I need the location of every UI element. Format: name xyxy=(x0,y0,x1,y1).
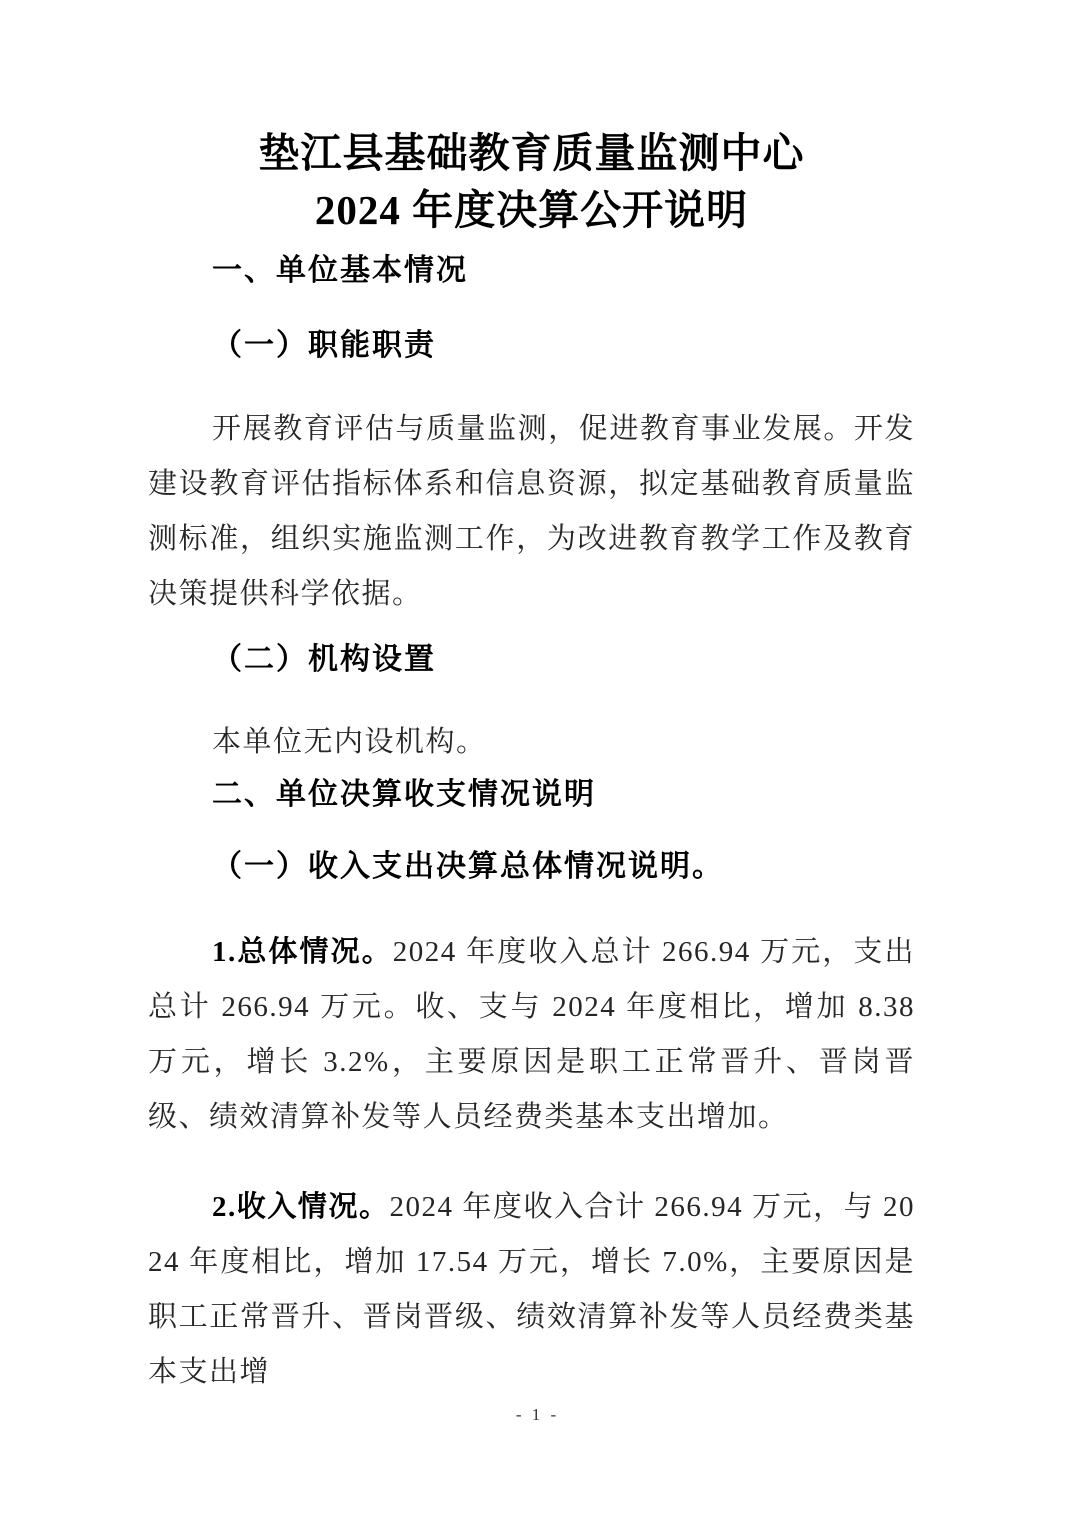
paragraph-duties-body: 开展教育评估与质量监测，促进教育事业发展。开发建设教育评估指标体系和信息资源，拟定基础教育质量监测标准，组织实施监测工作，为改进教育教学工作及教育决策提供科学依据。 xyxy=(148,413,915,610)
paragraph-income-situation xyxy=(148,1180,915,1400)
paragraph-overall-situation-text: 2024 年度收入总计 266.94 万元，支出总计 266.94 万元。收、支与 2024 年度相比，增加 8.38 万元，增长 3.2%，主要原因是职工正常晋升、晋岗晋级、绩效清算补发等人员经费类基本支出增加。 xyxy=(148,936,915,1133)
section-heading-unit-basic-info: 一、单位基本情况 xyxy=(212,254,468,287)
page-number: - 1 - xyxy=(515,1405,560,1424)
subsection-heading-duties: （一）职能职责 xyxy=(212,329,436,362)
paragraph-overall-situation xyxy=(148,925,915,1145)
paragraph-org-structure-body: 本单位无内设机构。 xyxy=(212,726,487,758)
subsection-heading-income-expense-overview: （一）收入支出决算总体情况说明。 xyxy=(212,850,724,883)
document-title-line-1: 垫江县基础教育质量监测中心 xyxy=(258,130,805,176)
paragraph-income-situation-lead: 2.收入情况。 xyxy=(212,1191,390,1223)
paragraph-overall-situation-lead: 1.总体情况。 xyxy=(212,936,393,968)
section-heading-budget-statement: 二、单位决算收支情况说明 xyxy=(212,778,596,811)
document-title-line-2: 2024 年度决算公开说明 xyxy=(314,187,749,233)
paragraph-income-situation-text: 2024 年度收入合计 266.94 万元，与 2024 年度相比，增加 17.54 万元，增长 7.0%，主要原因是职工正常晋升、晋岗晋级、绩效清算补发等人员经费类基本支出增 xyxy=(148,1191,915,1388)
subsection-heading-org-structure: （二）机构设置 xyxy=(212,643,436,676)
